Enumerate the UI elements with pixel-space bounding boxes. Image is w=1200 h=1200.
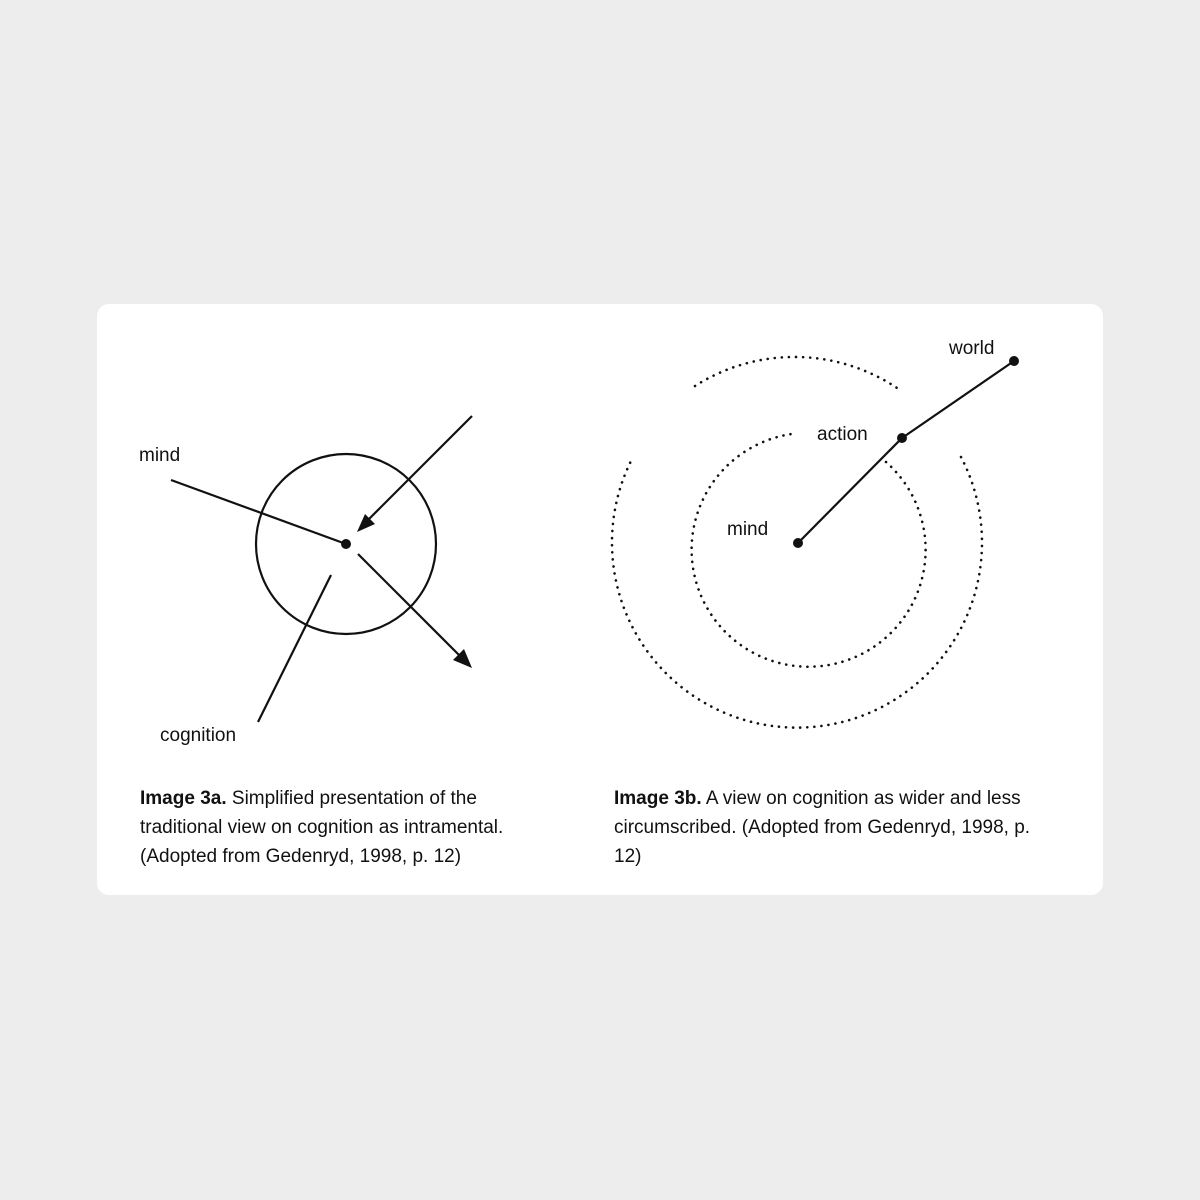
outgoing-arrow [358,554,464,660]
label-world: world [949,338,995,359]
caption-image-3a [140,784,560,871]
figure-a-diagram [139,416,472,746]
caption-a-text: Simplified presentation of the traditional view on cognition as intramental. (Adopted from Gedenryd, 1998, p. 12) [140,788,504,867]
caption-b-text: A view on cognition as wider and less circumscribed. (Adopted from Gedenryd, 1998, p. 12) [614,788,1031,867]
figure-card [97,304,1103,895]
world-dot [1009,356,1019,366]
label-mind-a: mind [139,445,181,466]
mind-to-action-line [798,438,902,543]
caption-image-3b [614,784,1054,871]
outer-dotted-arc-top [695,357,900,390]
label-cognition: cognition [160,725,237,746]
caption-b-lead: Image 3b. [614,788,702,809]
figure-b-diagram [612,338,1019,728]
incoming-arrow [362,416,472,526]
action-to-world-line [902,361,1014,438]
action-dot [897,433,907,443]
caption-a-lead: Image 3a. [140,788,227,809]
mind-pointer-line [171,480,346,544]
label-action: action [817,424,868,445]
mind-dot [793,538,803,548]
label-mind-b: mind [727,519,769,540]
outer-dotted-arc-bottom [612,457,982,728]
center-dot [341,539,351,549]
inner-dotted-circle [692,434,926,667]
cognition-pointer-line [258,575,331,722]
